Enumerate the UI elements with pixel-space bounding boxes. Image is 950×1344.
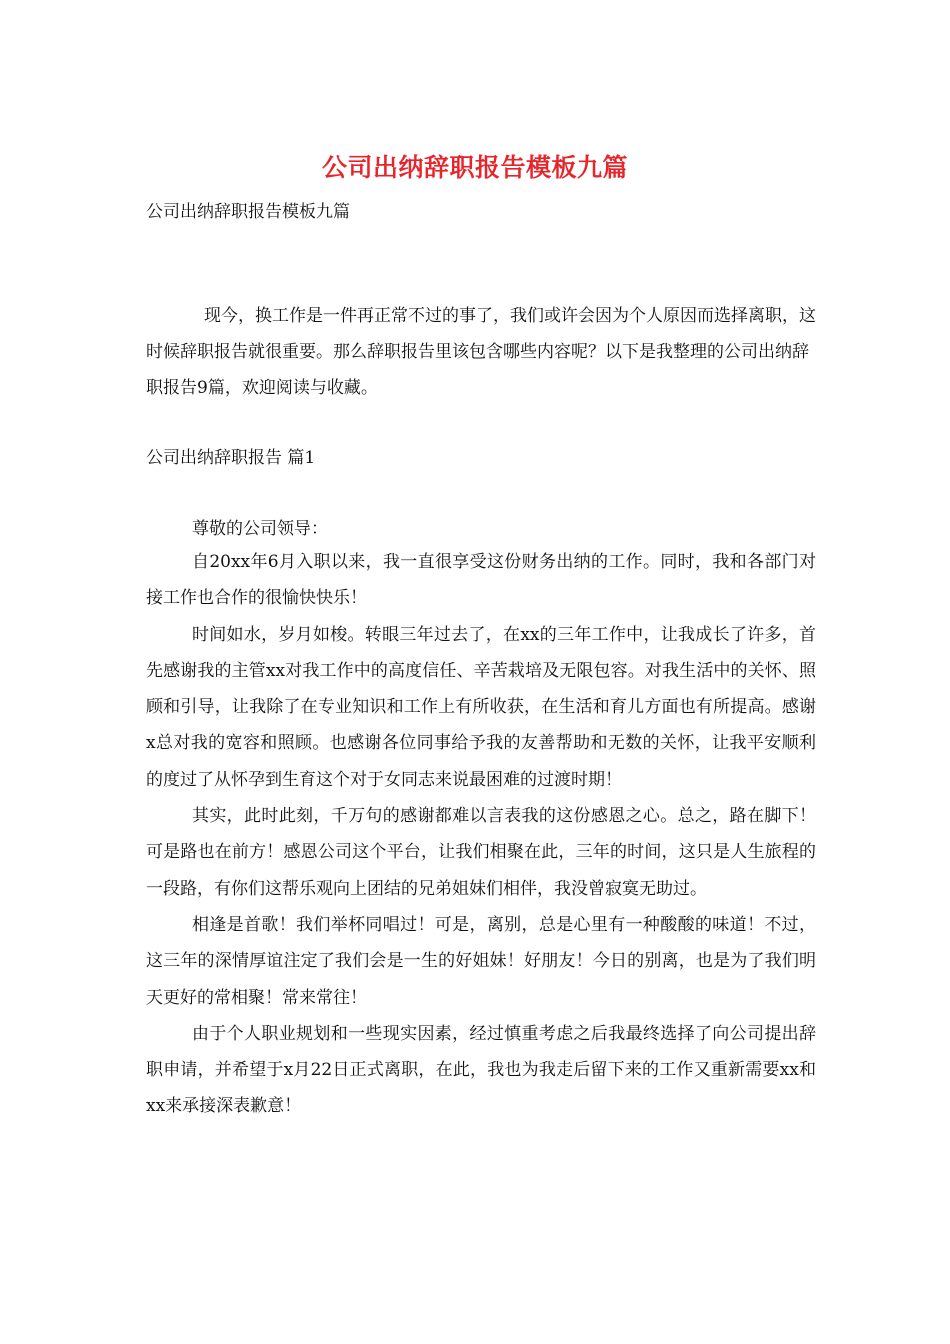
letter-paragraph: 自20xx年6月入职以来，我一直很享受这份财务出纳的工作。同时，我和各部门对接工作也合作的很愉快快乐！: [146, 552, 816, 609]
document-subtitle: 公司出纳辞职报告模板九篇: [146, 202, 350, 222]
letter-paragraph: 相逢是首歌！我们举杯同唱过！可是，离别，总是心里有一种酸酸的味道！不过，这三年的深情厚谊注定了我们会是一生的好姐妹！好朋友！今日的别离，也是为了我们明天更好的常相聚！常来常往！: [146, 914, 816, 1008]
document-title: 公司出纳辞职报告模板九篇: [321, 153, 628, 182]
letter-paragraph: 时间如水，岁月如梭。转眼三年过去了，在xx的三年工作中，让我成长了许多，首先感谢我的主管xx对我工作中的高度信任、辛苦栽培及无限包容。对我生活中的关怀、照顾和引导，让我除了在专业知识和工作上有所收获，在生活和育儿方面也有所提高。感谢x总对我的宽容和照顾。也感谢各位同事给予我的友善帮助和无数的关怀，让我平安顺利的度过了从怀孕到生育这个对于女同志来说最困难的过渡时期！: [146, 624, 816, 790]
section-heading: 公司出纳辞职报告 篇1: [146, 448, 316, 468]
letter-paragraph: 由于个人职业规划和一些现实因素，经过慎重考虑之后我最终选择了向公司提出辞职申请，并希望于x月22日正式离职，在此，我也为我走后留下来的工作又重新需要xx和xx来承接深表歉意！: [146, 1023, 816, 1117]
letter-salutation: 尊敬的公司领导：: [192, 519, 328, 539]
intro-paragraph: 现今，换工作是一件再正常不过的事了，我们或许会因为个人原因而选择离职，这时候辞职报告就很重要。那么辞职报告里该包含哪些内容呢？以下是我整理的公司出纳辞职报告9篇，欢迎阅读与收藏。: [146, 306, 816, 398]
letter-body: [146, 544, 816, 1125]
letter-paragraph: 其实，此时此刻，千万句的感谢都难以言表我的这份感恩之心。总之，路在脚下！可是路也在前方！感恩公司这个平台，让我们相聚在此，三年的时间，这只是人生旅程的一段路，有你们这帮乐观向上团结的兄弟姐妹们相伴，我没曾寂寞无助过。: [146, 806, 816, 899]
